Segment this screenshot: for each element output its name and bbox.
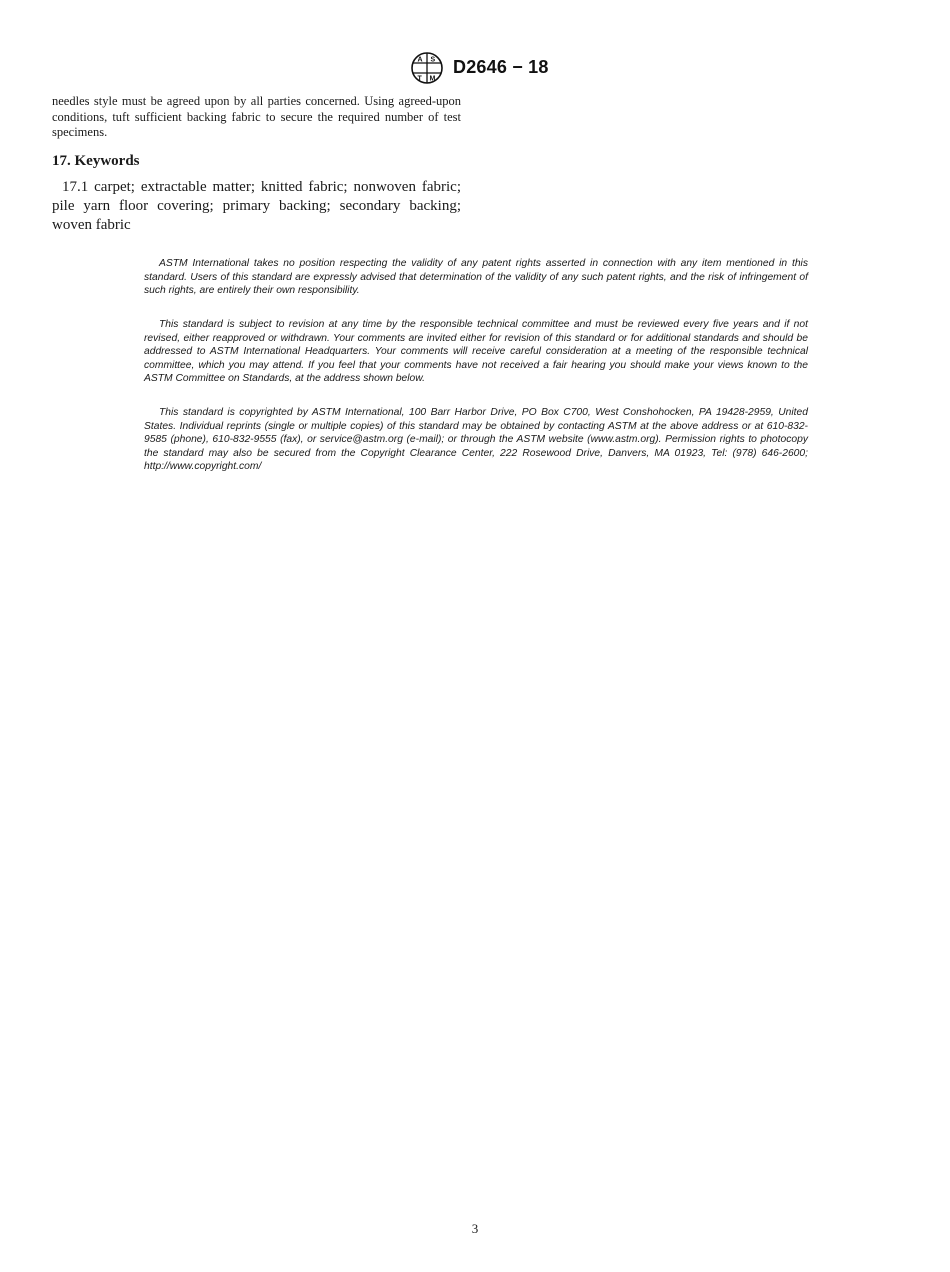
svg-text:T: T bbox=[417, 75, 422, 83]
page-header bbox=[0, 50, 950, 86]
document-id: D2646 − 18 bbox=[453, 57, 549, 77]
keywords-paragraph: 17.1 carpet; extractable matter; knitted fabric; nonwoven fabric; pile yarn floor covering; primary backing; secondary backing; woven fabric bbox=[52, 179, 461, 233]
svg-text:A: A bbox=[417, 56, 423, 64]
astm-logo-icon bbox=[407, 50, 447, 86]
continuation-paragraph: needles style must be agreed upon by all parties concerned. Using agreed-upon conditions, tuft sufficient backing fabric to secure the required number of test specimens. bbox=[52, 94, 461, 139]
copyright-notice: This standard is copyrighted by ASTM International, 100 Barr Harbor Drive, PO Box C700, West Conshohocken, PA 19428-2959, United States. Individual reprints (single or multiple copies) of this standard may be obtained by contacting ASTM at the above address or at 610-832-9585 (phone), 610-832-9555 (fax), or service@astm.org (e-mail); or through the ASTM website (www.astm.org). Permission rights to photocopy the standard may also be secured from the Copyright Clearance Center, 222 Rosewood Drive, Danvers, MA 01923, Tel: (978) 646-2600; http://www.copyright.com/ bbox=[144, 407, 808, 473]
revision-notice: This standard is subject to revision at any time by the responsible technical committee and must be reviewed every five years and if not revised, either reapproved or withdrawn. Your comments are invited either for revision of this standard or for additional standards and should be addressed to ASTM International Headquarters. Your comments will receive careful consideration at a meeting of the responsible technical committee, which you may attend. If you feel that your comments have not received a fair hearing you should make your views known to the ASTM Committee on Standards, at the address shown below. bbox=[144, 319, 808, 385]
patent-notice: ASTM International takes no position respecting the validity of any patent rights asserted in connection with any item mentioned in this standard. Users of this standard are expressly advised that determination of the validity of any such patent rights, and the risk of infringement of such rights, are entirely their own responsibility. bbox=[144, 258, 808, 297]
section-heading-keywords: 17. Keywords bbox=[52, 153, 140, 169]
page-number: 3 bbox=[471, 1221, 479, 1236]
svg-text:M: M bbox=[429, 75, 436, 83]
svg-text:S: S bbox=[430, 56, 436, 64]
